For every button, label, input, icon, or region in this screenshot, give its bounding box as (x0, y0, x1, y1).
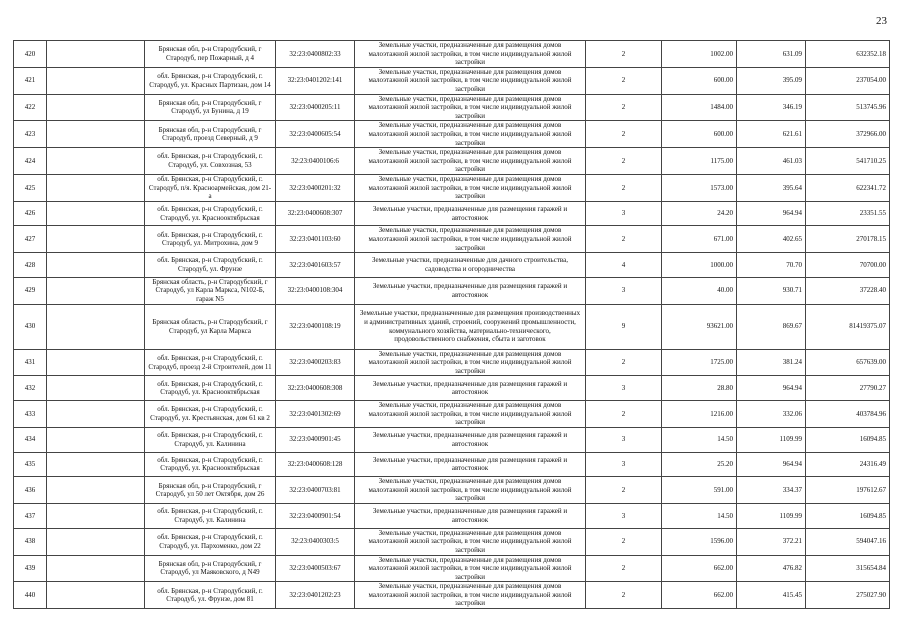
blank-cell (47, 201, 145, 226)
land-use-cell: Земельные участки, предназначенные для размещения гаражей и автостоянок (355, 277, 586, 304)
land-use-cell: Земельные участки, предназначенные для размещения гаражей и автостоянок (355, 427, 586, 452)
area-cell: 14.50 (662, 427, 737, 452)
blank-cell (47, 349, 145, 376)
area-cell: 28.80 (662, 376, 737, 401)
blank-cell (47, 376, 145, 401)
blank-cell (47, 253, 145, 278)
specific-value-cell: 930.71 (737, 277, 806, 304)
specific-value-cell: 70.70 (737, 253, 806, 278)
land-use-cell: Земельные участки, предназначенные для размещения гаражей и автостоянок (355, 376, 586, 401)
cadastral-value-cell: 27790.27 (806, 376, 890, 401)
table-row (14, 477, 890, 504)
table-body (14, 41, 890, 609)
group-cell: 9 (586, 304, 662, 349)
cadastral-value-cell: 37228.40 (806, 277, 890, 304)
cadastral-value-cell: 632352.18 (806, 41, 890, 68)
specific-value-cell: 372.21 (737, 528, 806, 555)
specific-value-cell: 621.61 (737, 121, 806, 148)
cadastral-value-cell: 657639.00 (806, 349, 890, 376)
group-cell: 2 (586, 41, 662, 68)
specific-value-cell: 476.82 (737, 555, 806, 582)
land-use-cell: Земельные участки, предназначенные для размещения домов малоэтажной жилой застройки, в том числе индивидуальной жилой застройки (355, 555, 586, 582)
cadastral-value-cell: 237054.00 (806, 67, 890, 94)
cadastral-number-cell: 32:23:0400802:33 (276, 41, 355, 68)
cadastral-number-cell: 32:23:0401202:141 (276, 67, 355, 94)
cadastral-value-cell: 270178.15 (806, 226, 890, 253)
table-row (14, 401, 890, 428)
blank-cell (47, 477, 145, 504)
table-row (14, 582, 890, 609)
address-cell: обл. Брянская, р-н Стародубский, г. Стародуб, ул. Калинина (145, 427, 276, 452)
cadastral-value-cell: 513745.96 (806, 94, 890, 121)
group-cell: 2 (586, 349, 662, 376)
area-cell: 1000.00 (662, 253, 737, 278)
cadastral-value-cell: 24316.49 (806, 452, 890, 477)
specific-value-cell: 334.37 (737, 477, 806, 504)
row-number: 429 (14, 277, 47, 304)
table-row (14, 94, 890, 121)
land-use-cell: Земельные участки, предназначенные для размещения гаражей и автостоянок (355, 452, 586, 477)
group-cell: 2 (586, 226, 662, 253)
table-row (14, 349, 890, 376)
group-cell: 2 (586, 477, 662, 504)
row-number: 420 (14, 41, 47, 68)
cadastral-value-cell: 81419375.07 (806, 304, 890, 349)
area-cell: 14.50 (662, 504, 737, 529)
land-use-cell: Земельные участки, предназначенные для размещения домов малоэтажной жилой застройки, в том числе индивидуальной жилой застройки (355, 121, 586, 148)
land-use-cell: Земельные участки, предназначенные для размещения домов малоэтажной жилой застройки, в том числе индивидуальной жилой застройки (355, 349, 586, 376)
row-number: 431 (14, 349, 47, 376)
blank-cell (47, 555, 145, 582)
address-cell: Брянская обл, р-н Стародубский, г Стародуб, пер Пожарный, д 4 (145, 41, 276, 68)
group-cell: 2 (586, 528, 662, 555)
row-number: 428 (14, 253, 47, 278)
address-cell: обл. Брянская, р-н Стародубский, г. Стародуб, ул. Фрунзе, дом 81 (145, 582, 276, 609)
cadastral-number-cell: 32:23:0401103:60 (276, 226, 355, 253)
group-cell: 2 (586, 67, 662, 94)
group-cell: 2 (586, 555, 662, 582)
cadastral-number-cell: 32:23:0401302:69 (276, 401, 355, 428)
table-row (14, 528, 890, 555)
blank-cell (47, 528, 145, 555)
area-cell: 93621.00 (662, 304, 737, 349)
group-cell: 3 (586, 201, 662, 226)
cadastral-value-cell: 403784.96 (806, 401, 890, 428)
table-row (14, 253, 890, 278)
address-cell: обл. Брянская, р-н Стародубский, г. Стародуб, ул. Краснооктябрьская (145, 376, 276, 401)
specific-value-cell: 332.06 (737, 401, 806, 428)
cadastral-value-cell: 594047.16 (806, 528, 890, 555)
land-use-cell: Земельные участки, предназначенные для размещения домов малоэтажной жилой застройки, в том числе индивидуальной жилой застройки (355, 401, 586, 428)
cadastral-number-cell: 32:23:0400203:83 (276, 349, 355, 376)
blank-cell (47, 277, 145, 304)
blank-cell (47, 41, 145, 68)
address-cell: Брянская обл, р-н Стародубский, г Стародуб, ул Маяковского, д N49 (145, 555, 276, 582)
area-cell: 662.00 (662, 555, 737, 582)
address-cell: Брянская обл, р-н Стародубский, г Стародуб, ул 50 лет Октября, дом 26 (145, 477, 276, 504)
specific-value-cell: 964.94 (737, 452, 806, 477)
land-use-cell: Земельные участки, предназначенные для размещения домов малоэтажной жилой застройки, в том числе индивидуальной жилой застройки (355, 174, 586, 201)
address-cell: Брянская обл, р-н Стародубский, г Стародуб, проезд Северный, д 9 (145, 121, 276, 148)
area-cell: 600.00 (662, 67, 737, 94)
area-cell: 1596.00 (662, 528, 737, 555)
area-cell: 1175.00 (662, 148, 737, 175)
table-row (14, 174, 890, 201)
cadastral-value-cell: 70700.00 (806, 253, 890, 278)
table-row (14, 277, 890, 304)
area-cell: 24.20 (662, 201, 737, 226)
address-cell: обл. Брянская, р-н Стародубский, г. Стародуб, ул. Краснооктябрьская (145, 201, 276, 226)
row-number: 427 (14, 226, 47, 253)
blank-cell (47, 452, 145, 477)
address-cell: обл. Брянская, р-н Стародубский, г. Стародуб, ул. Калинина (145, 504, 276, 529)
cadastral-number-cell: 32:23:0400703:81 (276, 477, 355, 504)
cadastral-value-cell: 275027.90 (806, 582, 890, 609)
specific-value-cell: 402.65 (737, 226, 806, 253)
specific-value-cell: 964.94 (737, 201, 806, 226)
area-cell: 25.20 (662, 452, 737, 477)
group-cell: 2 (586, 148, 662, 175)
cadastral-number-cell: 32:23:0400106:6 (276, 148, 355, 175)
table-row (14, 41, 890, 68)
blank-cell (47, 148, 145, 175)
cadastral-number-cell: 32:23:0400303:5 (276, 528, 355, 555)
row-number: 423 (14, 121, 47, 148)
cadastral-value-cell: 23351.55 (806, 201, 890, 226)
specific-value-cell: 869.67 (737, 304, 806, 349)
row-number: 422 (14, 94, 47, 121)
cadastral-value-cell: 622341.72 (806, 174, 890, 201)
group-cell: 4 (586, 253, 662, 278)
area-cell: 671.00 (662, 226, 737, 253)
group-cell: 2 (586, 174, 662, 201)
address-cell: Брянская обл, р-н Стародубский, г Стародуб, ул Бунина, д 19 (145, 94, 276, 121)
address-cell: обл. Брянская, р-н Стародубский, г. Стародуб, ул. Краснооктябрьская (145, 452, 276, 477)
table-row (14, 226, 890, 253)
row-number: 426 (14, 201, 47, 226)
blank-cell (47, 304, 145, 349)
row-number: 436 (14, 477, 47, 504)
group-cell: 2 (586, 94, 662, 121)
specific-value-cell: 631.09 (737, 41, 806, 68)
address-cell: обл. Брянская, р-н Стародубский, г. Стародуб, п/я. Красноармейская, дом 21-а (145, 174, 276, 201)
group-cell: 3 (586, 452, 662, 477)
cadastral-value-cell: 315654.84 (806, 555, 890, 582)
land-use-cell: Земельные участки, предназначенные для размещения производственных и административных зданий, строений, сооружений промышленности, коммунального хозяйства, материально-технического, продовольственного снабжения, сбыта и заготовок (355, 304, 586, 349)
row-number: 437 (14, 504, 47, 529)
blank-cell (47, 582, 145, 609)
row-number: 438 (14, 528, 47, 555)
blank-cell (47, 226, 145, 253)
blank-cell (47, 504, 145, 529)
row-number: 439 (14, 555, 47, 582)
specific-value-cell: 461.03 (737, 148, 806, 175)
land-use-cell: Земельные участки, предназначенные для размещения домов малоэтажной жилой застройки, в том числе индивидуальной жилой застройки (355, 226, 586, 253)
cadastral-value-cell: 541710.25 (806, 148, 890, 175)
table-row (14, 427, 890, 452)
row-number: 440 (14, 582, 47, 609)
blank-cell (47, 121, 145, 148)
cadastral-number-cell: 32:23:0400201:32 (276, 174, 355, 201)
page-number: 23 (876, 15, 887, 27)
land-use-cell: Земельные участки, предназначенные для размещения гаражей и автостоянок (355, 201, 586, 226)
group-cell: 2 (586, 582, 662, 609)
area-cell: 1573.00 (662, 174, 737, 201)
row-number: 434 (14, 427, 47, 452)
address-cell: обл. Брянская, р-н Стародубский, г. Стародуб, ул. Крестьянская, дом 61 кв 2 (145, 401, 276, 428)
land-use-cell: Земельные участки, предназначенные для размещения гаражей и автостоянок (355, 504, 586, 529)
land-use-cell: Земельные участки, предназначенные для размещения домов малоэтажной жилой застройки, в том числе индивидуальной жилой застройки (355, 41, 586, 68)
land-valuation-table (13, 40, 890, 609)
address-cell: обл. Брянская, р-н Стародубский, г. Стародуб, ул. Совхозная, 53 (145, 148, 276, 175)
table-row (14, 304, 890, 349)
land-use-cell: Земельные участки, предназначенные для размещения домов малоэтажной жилой застройки, в том числе индивидуальной жилой застройки (355, 67, 586, 94)
area-cell: 1725.00 (662, 349, 737, 376)
cadastral-number-cell: 32:23:0400108:19 (276, 304, 355, 349)
table-row (14, 121, 890, 148)
table-row (14, 452, 890, 477)
group-cell: 3 (586, 504, 662, 529)
area-cell: 40.00 (662, 277, 737, 304)
table-row (14, 376, 890, 401)
table-row (14, 201, 890, 226)
group-cell: 2 (586, 121, 662, 148)
land-use-cell: Земельные участки, предназначенные для размещения домов малоэтажной жилой застройки, в том числе индивидуальной жилой застройки (355, 528, 586, 555)
address-cell: Брянская область, р-н Стародубский, г Стародуб, ул Карла Маркса (145, 304, 276, 349)
area-cell: 662.00 (662, 582, 737, 609)
row-number: 432 (14, 376, 47, 401)
row-number: 421 (14, 67, 47, 94)
specific-value-cell: 395.09 (737, 67, 806, 94)
land-use-cell: Земельные участки, предназначенные для размещения домов малоэтажной жилой застройки, в том числе индивидуальной жилой застройки (355, 94, 586, 121)
row-number: 435 (14, 452, 47, 477)
blank-cell (47, 67, 145, 94)
specific-value-cell: 395.64 (737, 174, 806, 201)
cadastral-number-cell: 32:23:0400108:304 (276, 277, 355, 304)
land-use-cell: Земельные участки, предназначенные для размещения домов малоэтажной жилой застройки, в том числе индивидуальной жилой застройки (355, 477, 586, 504)
table-row (14, 67, 890, 94)
address-cell: Брянская область, р-н Стародубский, г Стародуб, ул Карла Маркса, N102-Б, гараж N5 (145, 277, 276, 304)
cadastral-number-cell: 32:23:0400605:54 (276, 121, 355, 148)
cadastral-number-cell: 32:23:0400205:11 (276, 94, 355, 121)
cadastral-number-cell: 32:23:0401603:57 (276, 253, 355, 278)
group-cell: 3 (586, 427, 662, 452)
land-use-cell: Земельные участки, предназначенные для размещения домов малоэтажной жилой застройки, в том числе индивидуальной жилой застройки (355, 582, 586, 609)
table-row (14, 504, 890, 529)
table-row (14, 148, 890, 175)
address-cell: обл. Брянская, р-н Стародубский, г. Стародуб, ул. Фрунзе (145, 253, 276, 278)
area-cell: 1002.00 (662, 41, 737, 68)
cadastral-value-cell: 197612.67 (806, 477, 890, 504)
address-cell: обл. Брянская, р-н Стародубский, г. Стародуб, ул. Пархоменко, дом 22 (145, 528, 276, 555)
table-row (14, 555, 890, 582)
group-cell: 3 (586, 376, 662, 401)
area-cell: 600.00 (662, 121, 737, 148)
land-use-cell: Земельные участки, предназначенные для размещения домов малоэтажной жилой застройки, в том числе индивидуальной жилой застройки (355, 148, 586, 175)
specific-value-cell: 964.94 (737, 376, 806, 401)
cadastral-value-cell: 372966.00 (806, 121, 890, 148)
address-cell: обл. Брянская, р-н Стародубский, г. Стародуб, проезд 2-й Строителей, дом 11 (145, 349, 276, 376)
area-cell: 591.00 (662, 477, 737, 504)
cadastral-number-cell: 32:23:0400901:54 (276, 504, 355, 529)
cadastral-number-cell: 32:23:0400608:128 (276, 452, 355, 477)
address-cell: обл. Брянская, р-н Стародубский, г. Стародуб, ул. Красных Партизан, дом 14 (145, 67, 276, 94)
group-cell: 3 (586, 277, 662, 304)
group-cell: 2 (586, 401, 662, 428)
cadastral-number-cell: 32:23:0400901:45 (276, 427, 355, 452)
address-cell: обл. Брянская, р-н Стародубский, г. Стародуб, ул. Митрохина, дом 9 (145, 226, 276, 253)
area-cell: 1216.00 (662, 401, 737, 428)
land-use-cell: Земельные участки, предназначенные для дачного строительства, садоводства и огородничества (355, 253, 586, 278)
specific-value-cell: 1109.99 (737, 427, 806, 452)
specific-value-cell: 415.45 (737, 582, 806, 609)
blank-cell (47, 427, 145, 452)
cadastral-value-cell: 16094.85 (806, 504, 890, 529)
specific-value-cell: 346.19 (737, 94, 806, 121)
cadastral-number-cell: 32:23:0400608:308 (276, 376, 355, 401)
row-number: 425 (14, 174, 47, 201)
cadastral-number-cell: 32:23:0401202:23 (276, 582, 355, 609)
blank-cell (47, 174, 145, 201)
cadastral-value-cell: 16094.85 (806, 427, 890, 452)
row-number: 433 (14, 401, 47, 428)
row-number: 424 (14, 148, 47, 175)
cadastral-number-cell: 32:23:0400503:67 (276, 555, 355, 582)
specific-value-cell: 1109.99 (737, 504, 806, 529)
blank-cell (47, 94, 145, 121)
row-number: 430 (14, 304, 47, 349)
blank-cell (47, 401, 145, 428)
cadastral-number-cell: 32:23:0400608:307 (276, 201, 355, 226)
area-cell: 1484.00 (662, 94, 737, 121)
specific-value-cell: 381.24 (737, 349, 806, 376)
